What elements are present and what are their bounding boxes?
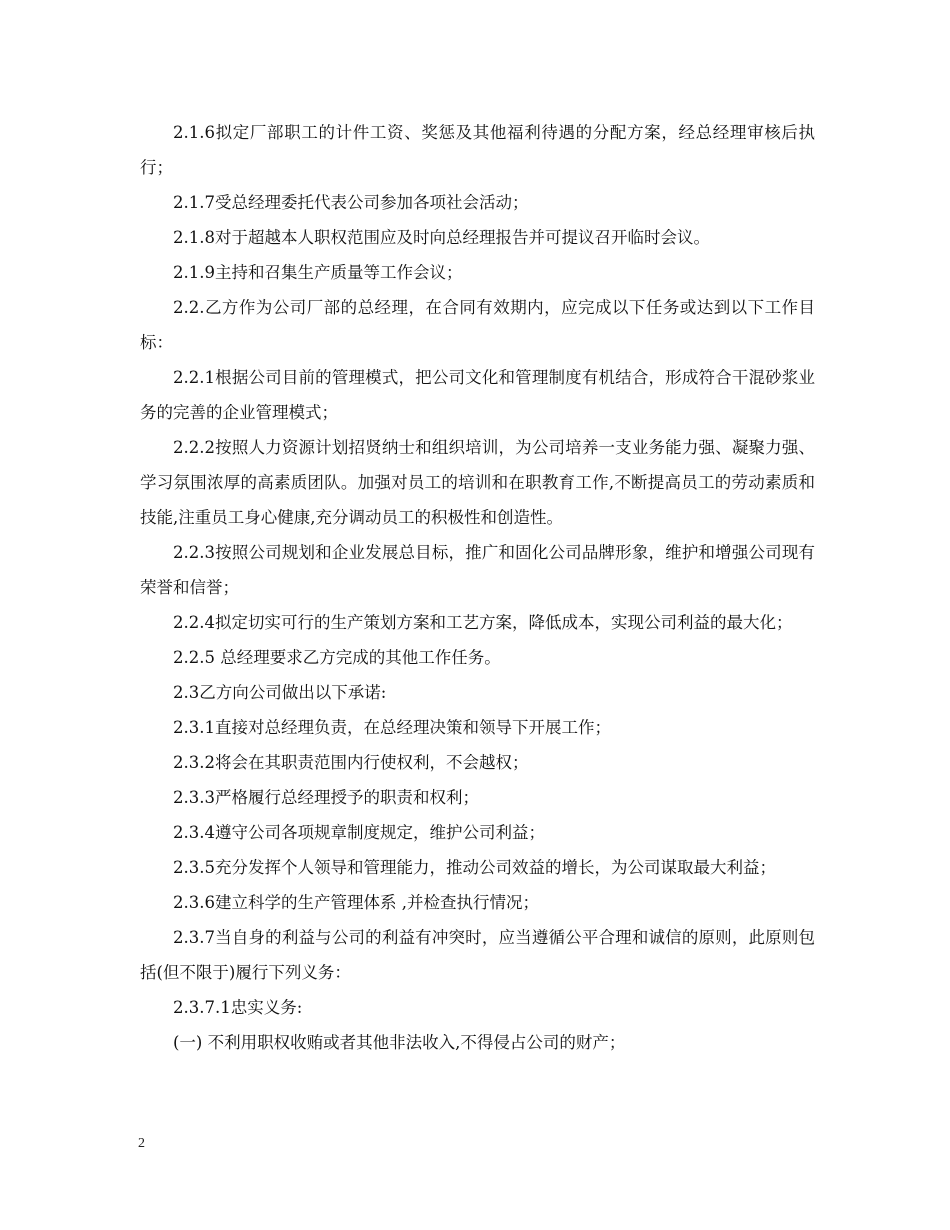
paragraph-2-2: 2.2.乙方作为公司厂部的总经理，在合同有效期内，应完成以下任务或达到以下工作目标：: [140, 298, 815, 352]
paragraph-item-1: (一) 不利用职权收贿或者其他非法收入,不得侵占公司的财产；: [173, 1033, 626, 1052]
paragraph-2-1-9: 2.1.9主持和召集生产质量等工作会议；: [173, 263, 463, 282]
paragraph-2-3-1: 2.3.1直接对总经理负责，在总经理决策和领导下开展工作；: [173, 718, 611, 737]
paragraph-2-3-2: 2.3.2将会在其职责范围内行使权利，不会越权；: [173, 753, 529, 772]
paragraph-2-3: 2.3乙方向公司做出以下承诺:: [173, 683, 387, 702]
document-body: [140, 115, 815, 1060]
paragraph-2-1-8: 2.1.8对于超越本人职权范围应及时向总经理报告并可提议召开临时会议。: [173, 228, 710, 247]
paragraph-2-3-7: 2.3.7当自身的利益与公司的利益有冲突时，应当遵循公平合理和诚信的原则，此原则包括(但不限于)履行下列义务：: [140, 928, 815, 982]
paragraph-2-2-5: 2.2.5 总经理要求乙方完成的其他工作任务。: [173, 648, 501, 667]
paragraph-2-1-7: 2.1.7受总经理委托代表公司参加各项社会活动；: [173, 193, 529, 212]
paragraph-2-2-1: 2.2.1根据公司目前的管理模式，把公司文化和管理制度有机结合，形成符合干混砂浆业务的完善的企业管理模式；: [140, 368, 815, 422]
paragraph-2-3-3: 2.3.3严格履行总经理授予的职责和权利；: [173, 788, 479, 807]
paragraph-2-3-4: 2.3.4遵守公司各项规章制度规定，维护公司利益；: [173, 823, 545, 842]
page-number: 2: [138, 1136, 145, 1151]
paragraph-2-2-2: 2.2.2按照人力资源计划招贤纳士和组织培训，为公司培养一支业务能力强、凝聚力强、学习氛围浓厚的高素质团队。加强对员工的培训和在职教育工作,不断提高员工的劳动素质和技能,注重员工身心健康,充分调动员工的积极性和创造性。: [140, 438, 815, 527]
paragraph-2-3-5: 2.3.5充分发挥个人领导和管理能力，推动公司效益的增长，为公司谋取最大利益；: [173, 858, 776, 877]
paragraph-2-3-7-1: 2.3.7.1忠实义务:: [173, 998, 303, 1017]
paragraph-2-2-3: 2.2.3按照公司规划和企业发展总目标，推广和固化公司品牌形象，维护和增强公司现有荣誉和信誉；: [140, 543, 815, 597]
paragraph-2-2-4: 2.2.4拟定切实可行的生产策划方案和工艺方案，降低成本，实现公司利益的最大化；: [173, 613, 793, 632]
paragraph-2-1-6: 2.1.6拟定厂部职工的计件工资、奖惩及其他福利待遇的分配方案，经总经理审核后执行；: [140, 123, 815, 177]
paragraph-2-3-6: 2.3.6建立科学的生产管理体系 ,并检查执行情况；: [173, 893, 539, 912]
